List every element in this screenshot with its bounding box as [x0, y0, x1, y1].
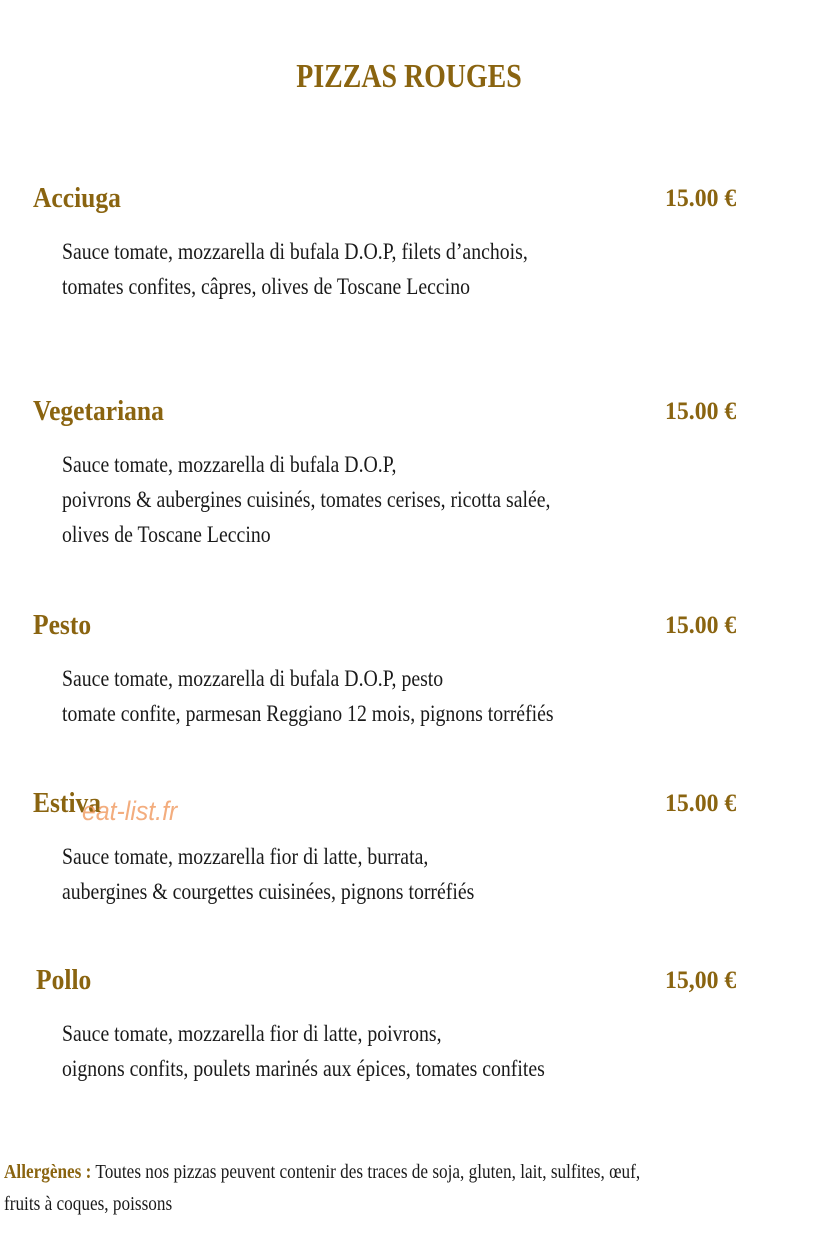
menu-item-description [62, 1016, 762, 1086]
allergens-line: fruits à coques, poissons [4, 1193, 173, 1215]
menu-item-name: Pollo [36, 964, 92, 996]
description-line: tomate confite, parmesan Reggiano 12 mois, pignons torréfiés [62, 701, 554, 726]
menu-item-description [62, 661, 762, 731]
menu-item-name: Estiva [33, 787, 102, 819]
menu-item-name: Acciuga [33, 182, 121, 214]
description-line: Sauce tomate, mozzarella di bufala D.O.P, [62, 452, 397, 477]
description-line: Sauce tomate, mozzarella di bufala D.O.P, pesto [62, 666, 444, 691]
watermark-text: eat-list.fr [82, 796, 178, 826]
description-line: Sauce tomate, mozzarella fior di latte, burrata, [62, 844, 429, 869]
allergens-text: Toutes nos pizzas peuvent contenir des traces de soja, gluten, lait, sulfites, œuf, [91, 1161, 641, 1183]
allergens-note [4, 1156, 814, 1220]
description-line: oignons confits, poulets marinés aux épices, tomates confites [62, 1056, 545, 1081]
allergens-label: Allergènes : [4, 1161, 92, 1183]
description-line: Sauce tomate, mozzarella fior di latte, poivrons, [62, 1021, 442, 1046]
description-line: tomates confites, câpres, olives de Toscane Leccino [62, 274, 470, 299]
menu-item-description [62, 447, 762, 552]
menu-item-name: Pesto [33, 609, 92, 641]
menu-title: PIZZAS ROUGES [296, 58, 522, 95]
description-line: poivrons & aubergines cuisinés, tomates cerises, ricotta salée, [62, 487, 551, 512]
menu-item-price: 15.00 € [665, 398, 737, 425]
menu-item-description [62, 234, 762, 304]
menu-item-price: 15.00 € [665, 790, 737, 817]
allergens-line [4, 1156, 701, 1188]
menu-item-name: Vegetariana [33, 395, 164, 427]
menu-item-price: 15,00 € [665, 967, 737, 994]
menu-item-price: 15.00 € [665, 612, 737, 639]
description-line: olives de Toscane Leccino [62, 522, 271, 547]
description-line: aubergines & courgettes cuisinées, pignons torréfiés [62, 879, 475, 904]
menu-item-price: 15.00 € [665, 185, 737, 212]
description-line: Sauce tomate, mozzarella di bufala D.O.P, filets d’anchois, [62, 239, 528, 264]
menu-item-description [62, 839, 762, 909]
